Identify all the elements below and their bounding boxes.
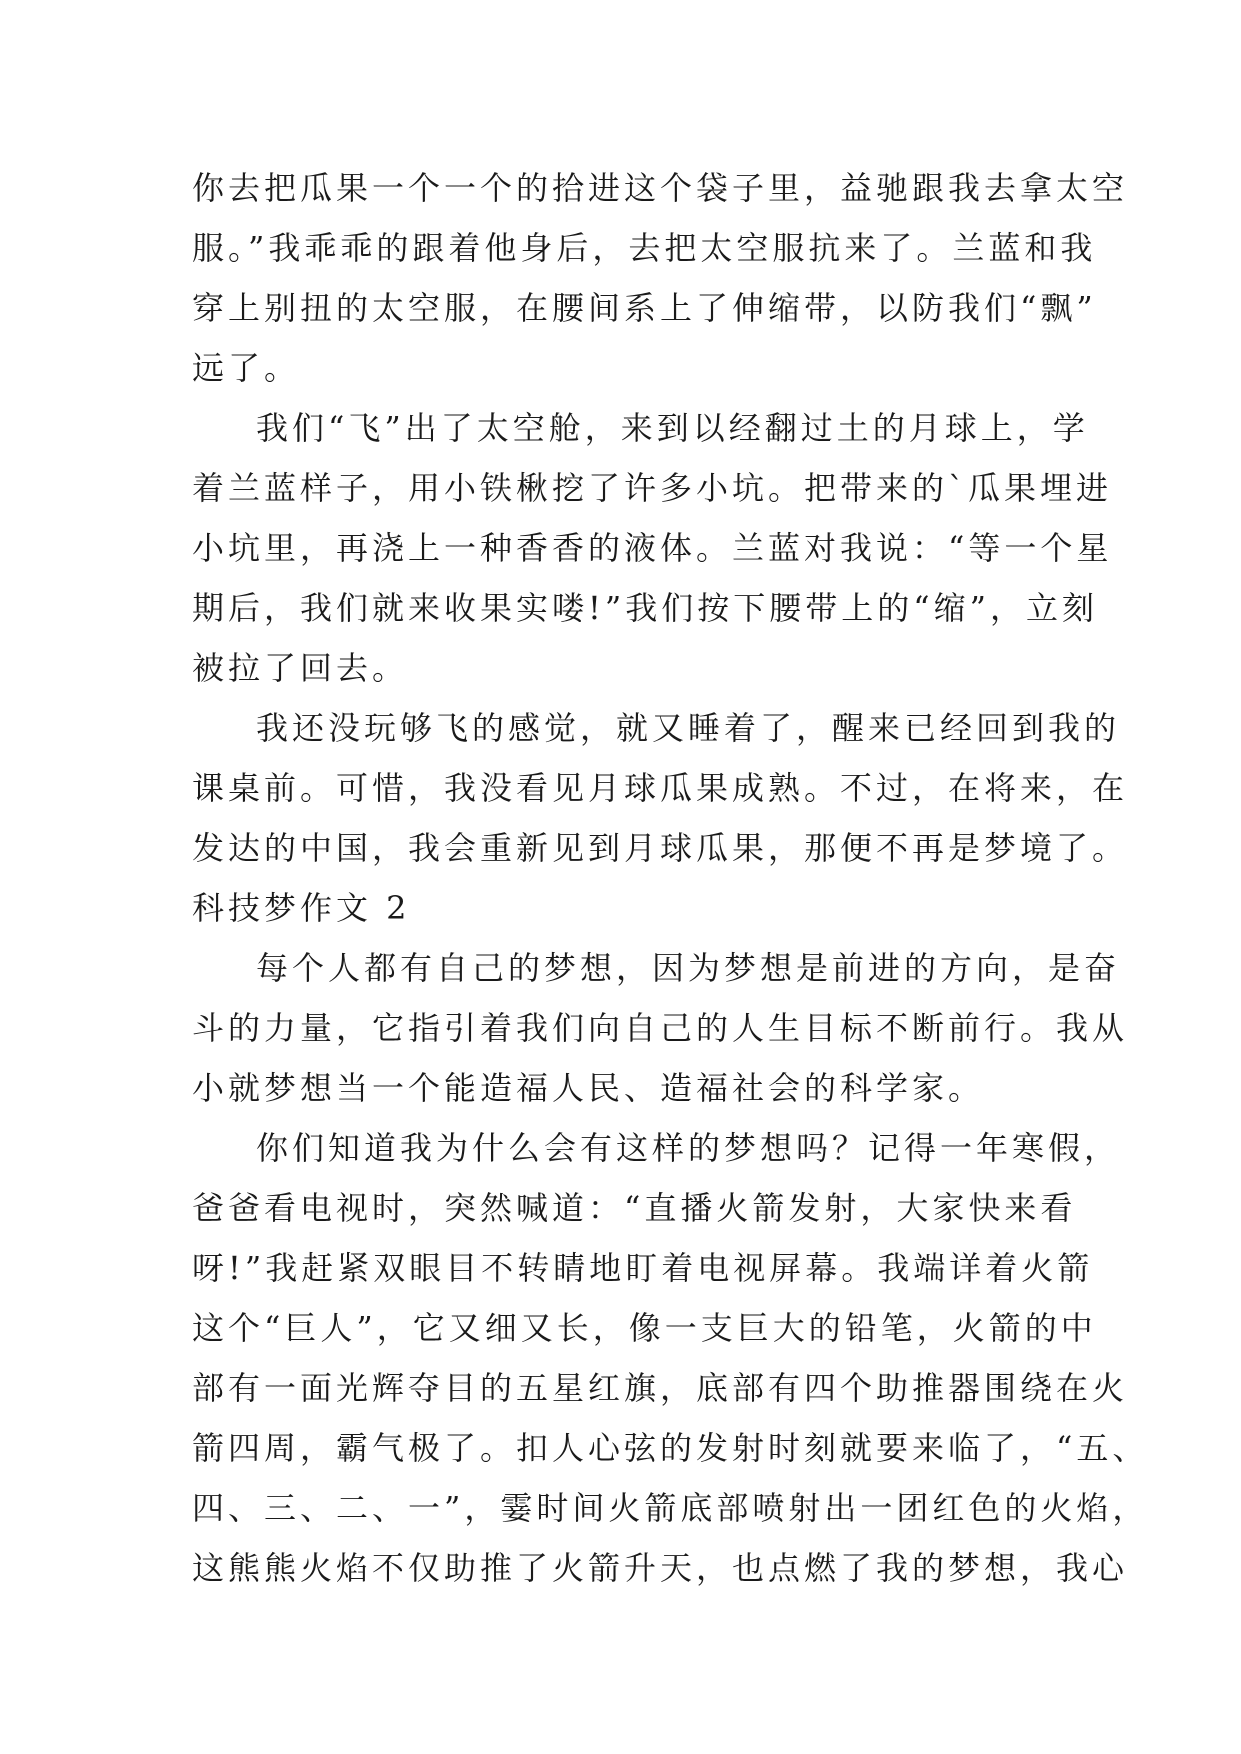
text-line: 服。”我乖乖的跟着他身后，去把太空服抗来了。兰蓝和我 (192, 229, 1097, 267)
text-line: 斗的力量，它指引着我们向自己的人生目标不断前行。我从 (192, 1009, 1129, 1047)
paragraph-first-line: 我还没玩够飞的感觉，就又睡着了，醒来已经回到我的 (256, 709, 1121, 747)
text-line: 远了。 (192, 349, 301, 387)
text-line: 小就梦想当一个能造福人民、造福社会的科学家。 (192, 1069, 985, 1107)
text-line: 发达的中国，我会重新见到月球瓜果，那便不再是梦境了。 (192, 829, 1129, 867)
text-line: 被拉了回去。 (192, 649, 409, 687)
text-line: 你去把瓜果一个一个的拾进这个袋子里，益驰跟我去拿太空 (192, 169, 1129, 207)
essay-text-column (192, 158, 1149, 1598)
paragraph-first-line: 你们知道我为什么会有这样的梦想吗？记得一年寒假， (256, 1129, 1121, 1167)
text-line: 期后，我们就来收果实喽!”我们按下腰带上的“缩”，立刻 (192, 589, 1098, 627)
text-line: 小坑里，再浇上一种香香的液体。兰蓝对我说：“等一个星 (192, 529, 1113, 567)
text-line: 课桌前。可惜，我没看见月球瓜果成熟。不过，在将来，在 (192, 769, 1129, 807)
section-heading: 科技梦作文 2 (192, 889, 411, 927)
text-line: 爸爸看电视时，突然喊道：“直播火箭发射，大家快来看 (192, 1189, 1077, 1227)
text-line: 呀!”我赶紧双眼目不转睛地盯着电视屏幕。我端详着火箭 (192, 1249, 1094, 1287)
text-line: 这熊熊火焰不仅助推了火箭升天，也点燃了我的梦想，我心 (192, 1549, 1129, 1587)
text-line: 这个“巨人”，它又细又长，像一支巨大的铅笔，火箭的中 (192, 1309, 1097, 1347)
text-line: 穿上别扭的太空服，在腰间系上了伸缩带，以防我们“飘” (192, 289, 1097, 327)
paragraph-first-line: 每个人都有自己的梦想，因为梦想是前进的方向，是奋 (256, 949, 1121, 987)
text-line: 箭四周，霸气极了。扣人心弦的发射时刻就要来临了，“五、 (192, 1429, 1149, 1467)
text-line: 着兰蓝样子，用小铁楸挖了许多小坑。把带来的`瓜果埋进 (192, 469, 1113, 507)
text-line: 部有一面光辉夺目的五星红旗，底部有四个助推器围绕在火 (192, 1369, 1129, 1407)
text-line: 四、三、二、一”，霎时间火箭底部喷射出一团红色的火焰， (192, 1489, 1149, 1527)
paragraph-first-line: 我们“飞”出了太空舱，来到以经翻过土的月球上，学 (256, 409, 1089, 447)
